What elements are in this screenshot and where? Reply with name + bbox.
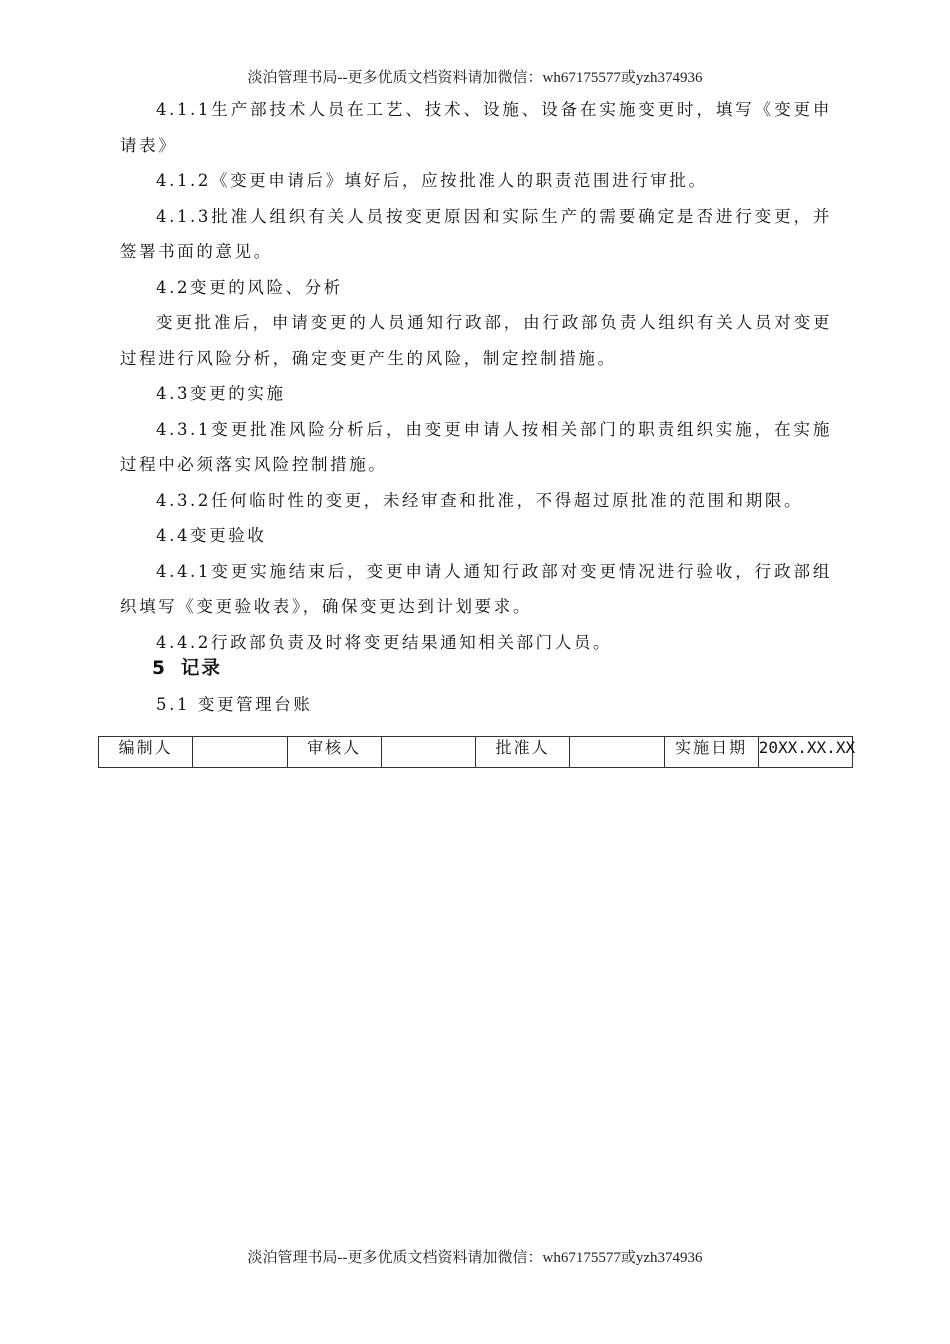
page-footer: 淡泊管理书局--更多优质文档资料请加微信：wh67175577或yzh374936 (247, 1250, 703, 1266)
approver-label: 批准人 (476, 737, 570, 768)
section-heading (152, 654, 222, 680)
date-label: 实施日期 (664, 737, 758, 768)
paragraph-heading: 4.3变更的实施 (156, 384, 286, 403)
editor-label: 编制人 (99, 737, 193, 768)
paragraph: 4.4.2行政部负责及时将变更结果通知相关部门人员。 (156, 632, 613, 652)
table-row (99, 737, 853, 768)
paragraph-heading: 4.4变更验收 (156, 526, 267, 545)
subsection-heading: 5.1 变更管理台账 (156, 695, 313, 714)
page-header: 淡泊管理书局--更多优质文档资料请加微信：wh67175577或yzh374936 (247, 70, 703, 86)
signature-table (98, 736, 856, 768)
approver-value (570, 737, 664, 768)
section-title: 记录 (180, 658, 222, 679)
date-value: 20XX.XX.XX (758, 737, 852, 768)
editor-value (193, 737, 287, 768)
paragraph: 4.1.2《变更申请后》填好后，应按批准人的职责范围进行审批。 (156, 171, 708, 190)
paragraph: 4.3.1变更批准风险分析后，由变更申请人按相关部门的职责组织实施，在实施过程中必须落实风险控制措施。 (120, 419, 832, 474)
paragraph-heading: 4.2变更的风险、分析 (156, 277, 343, 297)
paragraph: 变更批准后，申请变更的人员通知行政部，由行政部负责人组织有关人员对变更过程进行风险分析，确定变更产生的风险，制定控制措施。 (120, 313, 832, 368)
document-body (120, 92, 832, 660)
paragraph: 4.1.1生产部技术人员在工艺、技术、设施、设备在实施变更时，填写《变更申请表》 (120, 100, 832, 155)
reviewer-label: 审核人 (287, 737, 381, 768)
reviewer-value (381, 737, 475, 768)
paragraph: 4.1.3批准人组织有关人员按变更原因和实际生产的需要确定是否进行变更，并签署书面的意见。 (120, 206, 832, 261)
paragraph: 4.4.1变更实施结束后，变更申请人通知行政部对变更情况进行验收，行政部组织填写《变更验收表》，确保变更达到计划要求。 (120, 561, 832, 616)
paragraph: 4.3.2任何临时性的变更，未经审查和批准，不得超过原批准的范围和期限。 (156, 490, 804, 510)
section-number: 5 (152, 658, 167, 679)
